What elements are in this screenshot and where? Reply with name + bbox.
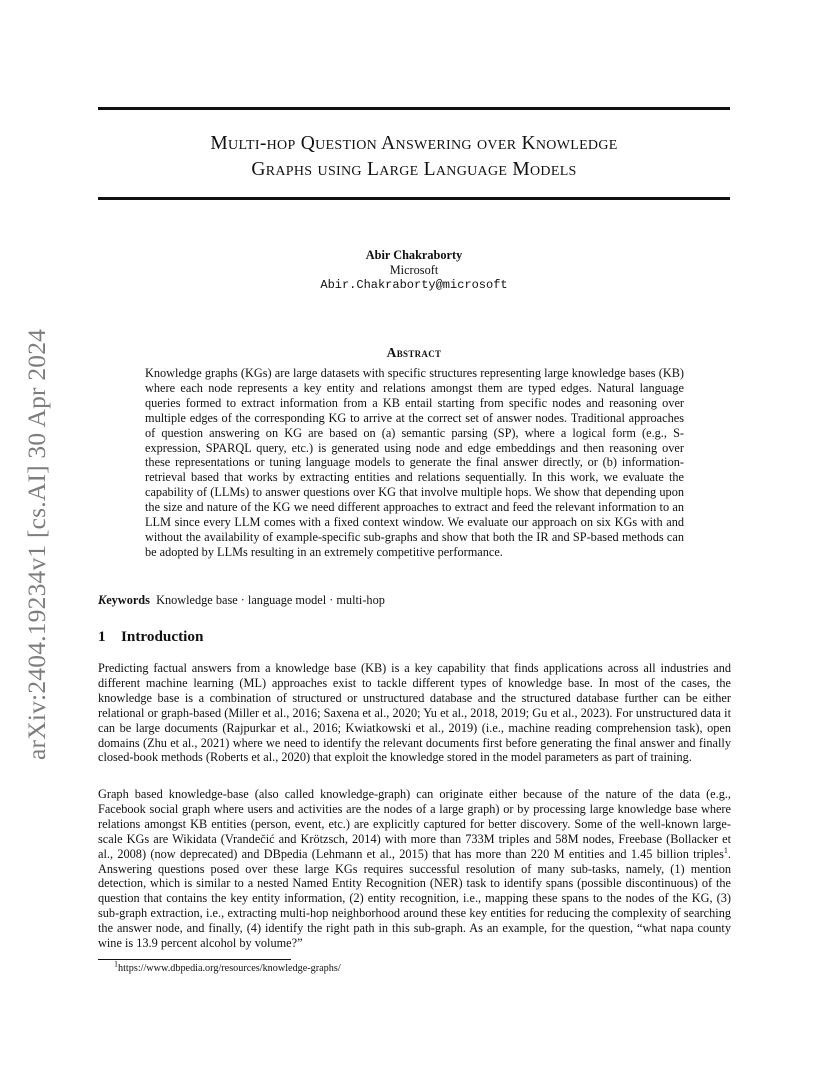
section-title: Introduction: [121, 628, 204, 645]
keywords-text: Knowledge base · language model · multi-hop: [156, 593, 385, 607]
section-number: 1: [98, 628, 106, 645]
author-block: [0, 248, 828, 293]
author-email: Abir.Chakraborty@microsoft: [320, 278, 508, 292]
title-rule-top: [98, 107, 730, 110]
title-rule-bottom: [98, 197, 730, 200]
keywords-label: [98, 593, 150, 607]
keywords-line: [98, 593, 385, 608]
arxiv-stamp: arXiv:2404.19234v1 [cs.AI] 30 Apr 2024: [22, 328, 51, 760]
paper-title: [98, 131, 730, 183]
para2-part-a: Graph based knowledge-base (also called knowledge-graph) can originate either because of the nature of the data (e.g., Facebook social graph where users and activities are the nodes of a large graph) or by processing large knowledge base where relations amongst KB entities (person, event, etc.) are explicitly captured for better discovery. Some of the well-known large-scale KGs are Wikidata (Vrandečić and Krötzsch, 2014) with more than 733M triples and 58M nodes, Freebase (Bollacker et al., 2008) (now deprecated) and DBpedia (Lehmann et al., 2015) that has more than 220 M entities and 1.45 billion triples: [98, 787, 731, 861]
title-line-1: Multi-hop Question Answering over Knowledge: [210, 133, 618, 154]
keywords-label-rest: eywords: [106, 593, 150, 607]
abstract-heading: Abstract: [386, 345, 442, 360]
keywords-label-initial: K: [98, 593, 107, 607]
author-affiliation: Microsoft: [389, 263, 439, 277]
para2-part-b: . Answering questions posed over these large KGs requires successful resolution of many sub-tasks, namely, (1) mention detection, which is similar to a nested Named Entity Recognition (NER) task to identify spans (possible discontinuous) of the question that contains the key entity information, (2) entity recognition, i.e., mapping these spans to the nodes of the KG, (3) sub-graph extraction, i.e., extracting multi-hop neighborhood around these key entities for reducing the complexity of searching the answer node, and finally, (4) identify the right path in this sub-graph. As an example, for the question, “what napa county wine is 13.9 percent alcohol by volume?”: [98, 846, 731, 951]
footnote-ref[interactable]: 1: [723, 845, 728, 855]
section-heading: [98, 628, 203, 646]
intro-paragraph-1: Predicting factual answers from a knowledge base (KB) is a key capability that finds applications across all industries and different machine learning (ML) approaches exist to tackle different types of knowledge base. In most of the cases, the knowledge base is a combination of structured or unstructured database and the structured database further can be either relational or graph-based (Miller et al., 2016; Saxena et al., 2020; Yu et al., 2018, 2019; Gu et al., 2023). For unstructured data it can be large documents (Rajpurkar et al., 2016; Kwiatkowski et al., 2019) (i.e., machine reading comprehension task), open domains (Zhu et al., 2021) where we need to identify the relevant documents first before generating the final answer and finally closed-book methods (Roberts et al., 2020) that exploit the knowledge stored in the model parameters as part of training.: [98, 661, 731, 765]
footnote-rule: [98, 959, 291, 960]
author-name: Abir Chakraborty: [365, 248, 463, 262]
abstract-text: Knowledge graphs (KGs) are large datasets with specific structures representing large knowledge bases (KB) where each node represents a key entity and relations amongst them are typed edges. Natural language queries formed to extract information from a KB entail starting from specific nodes and reasoning over multiple edges of the corresponding KG to arrive at the correct set of answer nodes. Traditional approaches of question answering on KG are based on (a) semantic parsing (SP), where a logical form (e.g., S-expression, SPARQL query, etc.) is generated using node and edge embeddings and then reasoning over these representations or tuning language models to generate the final answer directly, or (b) information-retrieval based that works by extracting entities and relations sequentially. In this work, we evaluate the capability of (LLMs) to answer questions over KG that involve multiple hops. We show that depending upon the size and nature of the KG we need different approaches to extract and feed the relevant information to an LLM since every LLM comes with a fixed context window. We evaluate our approach on six KGs with and without the availability of example-specific sub-graphs and show that both the IR and SP-based methods can be adopted by LLMs resulting in an extremely competitive performance.: [145, 366, 684, 559]
footnote-link[interactable]: https://www.dbpedia.org/resources/knowledge-graphs/: [118, 963, 341, 974]
intro-paragraph-2: [98, 787, 731, 951]
title-line-2: Graphs using Large Language Models: [251, 159, 577, 180]
footnote-mark: 1: [114, 959, 118, 969]
footnote: [114, 959, 341, 974]
